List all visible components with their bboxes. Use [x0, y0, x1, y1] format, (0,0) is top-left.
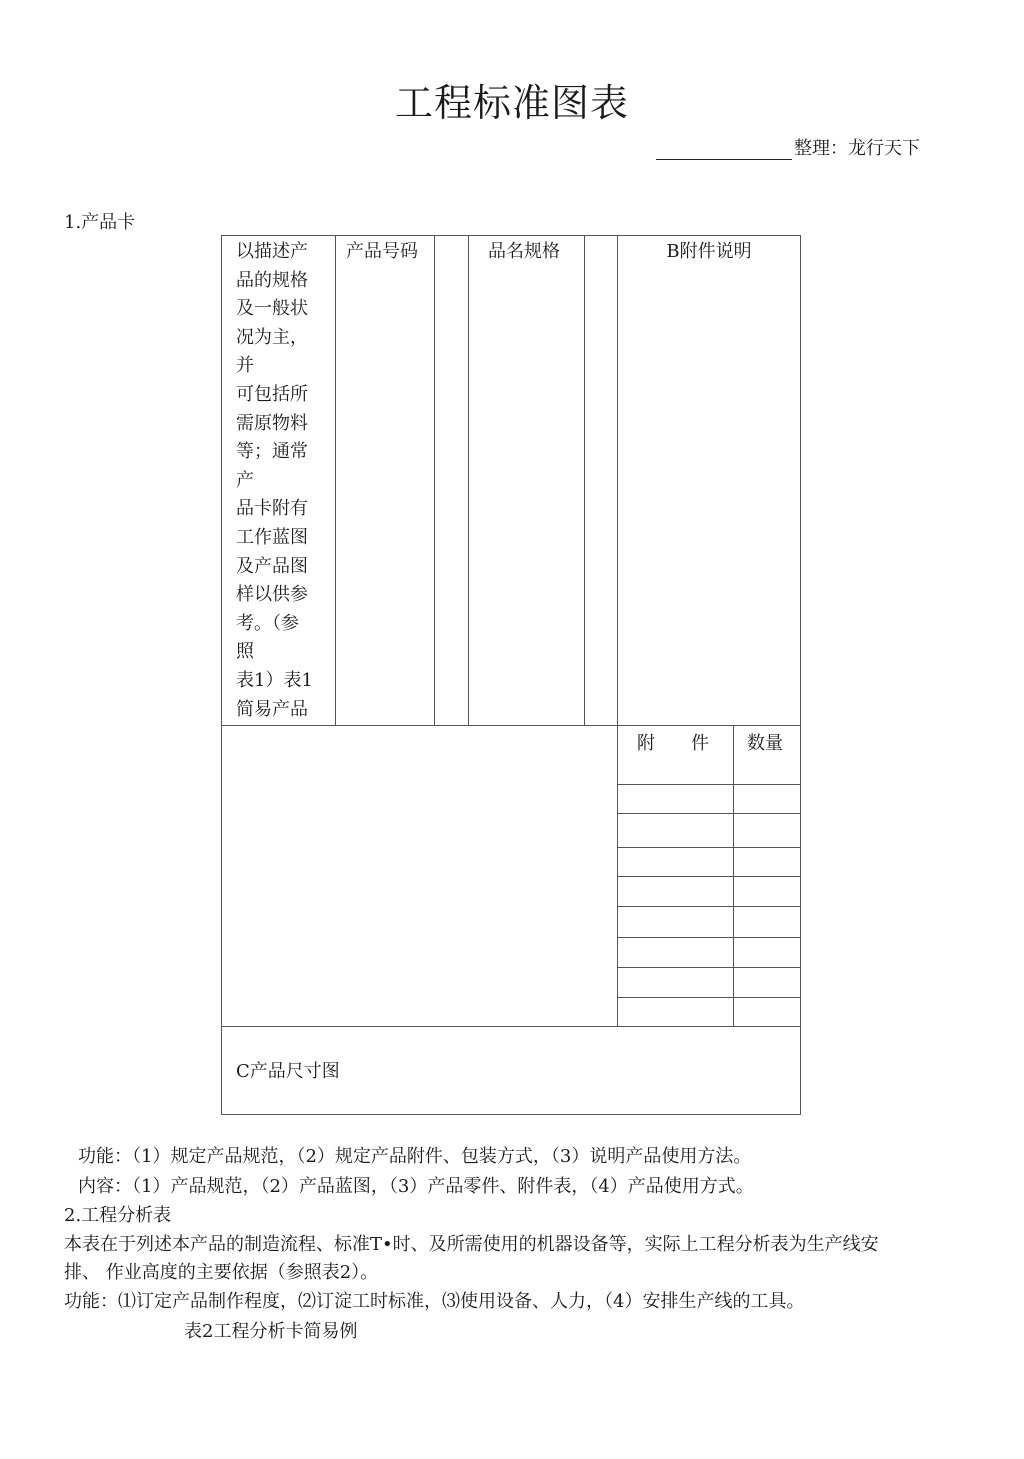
divider: [221, 1026, 801, 1027]
dimension-label: C产品尺寸图: [236, 1061, 340, 1082]
divider: [617, 997, 801, 998]
divider: [617, 906, 801, 907]
attachment-desc-header: B附件说明: [666, 241, 752, 262]
divider: [617, 784, 801, 785]
description-line: 及一般状: [236, 298, 308, 320]
description-line: 品卡附有: [236, 498, 308, 520]
divider: [617, 937, 801, 938]
blank-underline: [656, 137, 792, 160]
divider: [617, 876, 801, 877]
table-border-bottom: [221, 1114, 801, 1115]
description-cell: [236, 238, 313, 724]
divider: [617, 235, 618, 1027]
divider: [617, 847, 801, 848]
compiler-line: [656, 134, 920, 160]
description-line: 照: [236, 641, 254, 663]
description-line: 以描述产: [236, 241, 308, 262]
description-line: 表1）表1: [236, 669, 313, 691]
description-line: 可包括所: [236, 383, 308, 405]
description-line: 品的规格: [236, 269, 308, 291]
description-line: 况为主，: [236, 326, 308, 348]
divider: [584, 235, 585, 725]
section1-heading: 1.产品卡: [64, 212, 136, 233]
table-border-top: [221, 235, 801, 236]
divider: [617, 967, 801, 968]
divider: [617, 813, 801, 814]
description-line: 工作蓝图: [236, 526, 308, 548]
description-line: 并: [236, 355, 254, 377]
description-line: 等；通常: [236, 441, 308, 463]
table-border-left: [221, 235, 222, 1115]
description-line: 及产品图: [236, 555, 308, 577]
attachment-col-header: 附 件: [637, 733, 709, 754]
divider: [221, 725, 801, 726]
description-line: 简易产品: [236, 698, 308, 720]
divider: [434, 235, 435, 725]
compiler-label: 整理：龙行天下: [794, 138, 920, 159]
section2-function: 功能：⑴订定产品制作程度，⑵订淀工时标准，⑶使用设备、人力，（4）安排生产线的工具。: [64, 1291, 805, 1312]
description-line: 产: [236, 469, 254, 491]
section1-content: 内容：（1）产品规范，（2）产品蓝图，（3）产品零件、附件表，（4）产品使用方式。: [78, 1176, 754, 1197]
table-border-right: [800, 235, 801, 1115]
product-no-header: 产品号码: [346, 241, 418, 262]
section2-heading: 2.工程分析表: [64, 1205, 172, 1226]
quantity-col-header: 数量: [747, 733, 783, 754]
divider: [468, 235, 469, 725]
description-line: 考。（参: [236, 612, 299, 634]
divider: [335, 235, 336, 725]
description-line: 样以供参: [236, 584, 308, 606]
table2-caption: 表2工程分析卡简易例: [184, 1321, 358, 1342]
product-name-header: 品名规格: [488, 241, 560, 262]
document-title: 工程标准图表: [394, 81, 629, 125]
description-line: 需原物料: [236, 412, 308, 434]
divider: [733, 725, 734, 1027]
section2-paragraph-line: 本表在于列述本产品的制造流程、标准T•时、及所需使用的机器设备等，实际上工程分析表为生产线安: [64, 1234, 879, 1255]
section2-paragraph-line: 排、 作业高度的主要依据（参照表2）。: [64, 1262, 379, 1283]
section1-function: 功能：（1）规定产品规范，（2）规定产品附件、包装方式，（3）说明产品使用方法。: [78, 1146, 752, 1167]
